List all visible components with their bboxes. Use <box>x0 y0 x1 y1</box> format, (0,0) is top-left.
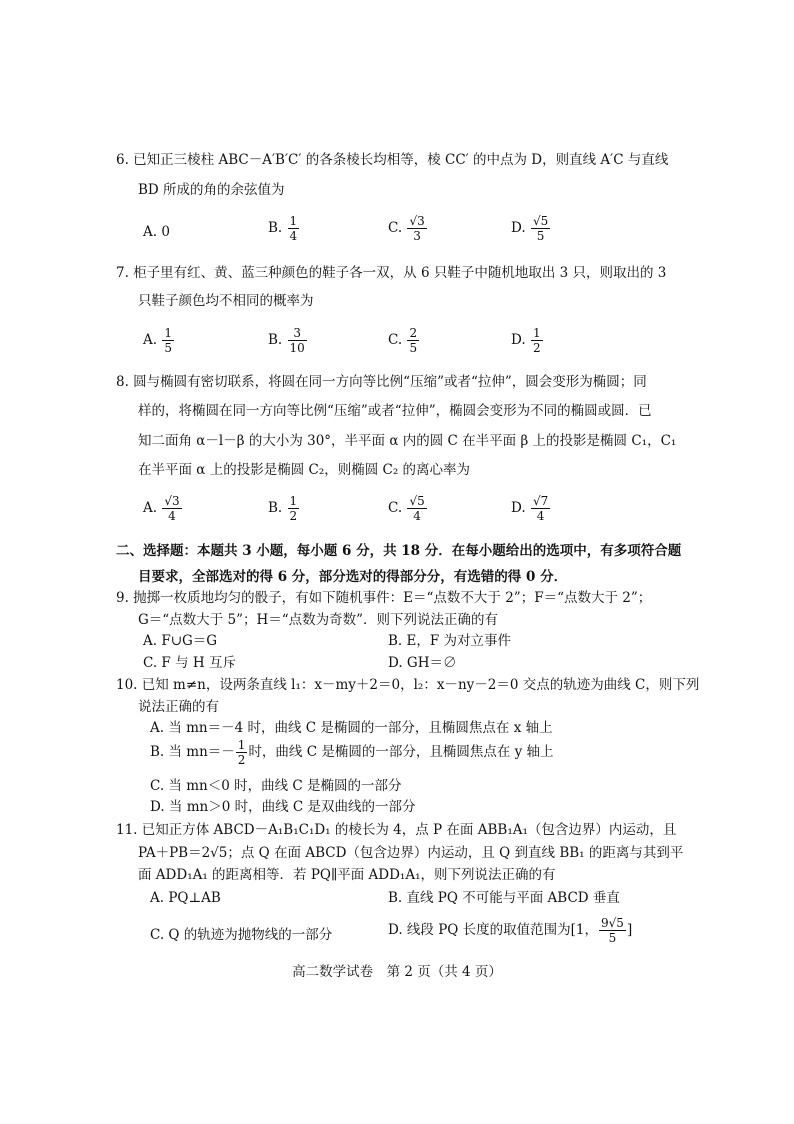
q10-option-a: A. 当 mn＝－4 时，曲线 C 是椭圆的一部分，且椭圆焦点在 x 轴上 <box>150 720 553 736</box>
option-label: D. <box>511 220 526 236</box>
denominator: 4 <box>289 229 298 243</box>
fraction <box>288 214 300 243</box>
fraction <box>162 326 174 355</box>
option-label: C. <box>388 500 403 516</box>
denominator: 2 <box>289 509 298 523</box>
q8-stem-line1: 8. 圆与椭圆有密切联系，将圆在同一方向等比例“压缩”或者“拉伸”，圆会变形为椭圆；同 <box>116 374 647 390</box>
option-b-prefix: B. 当 mn＝－ <box>150 744 235 760</box>
denominator: 5 <box>409 341 418 355</box>
q7-option-d <box>511 326 544 355</box>
numerator: 1 <box>164 326 172 340</box>
denominator: 5 <box>536 229 545 243</box>
numerator: 1 <box>237 738 246 752</box>
denominator: 5 <box>608 931 617 945</box>
section2-instruction-line1: 二、选择题：本题共 3 小题，每小题 6 分，共 18 分．在每小题给出的选项中，有多项符合题 <box>116 543 682 559</box>
option-d-prefix: D. 线段 PQ 长度的取值范围为[1， <box>388 922 599 938</box>
fraction <box>407 214 426 243</box>
q11-option-d <box>388 916 632 945</box>
numerator: 1 <box>289 214 298 228</box>
fraction <box>288 494 300 523</box>
fraction <box>407 494 426 523</box>
q11-option-a: A. PQ⊥AB <box>150 890 221 906</box>
q8-option-d <box>511 494 551 523</box>
q11-option-b: B. 直线 PQ 不可能与平面 ABCD 垂直 <box>388 890 620 906</box>
q11-stem-line2: PA＋PB＝2√5；点 Q 在面 ABCD（包含边界）内运动，且 Q 到直线 BB₁ 的距离与其到平 <box>138 845 684 861</box>
numerator: 9√5 <box>601 916 624 930</box>
denominator: 2 <box>532 341 541 355</box>
numerator: 3 <box>288 326 307 341</box>
q10-stem-line2: 说法正确的有 <box>138 699 219 715</box>
q10-option-d: D. 当 mn＞0 时，曲线 C 是双曲线的一部分 <box>150 799 416 815</box>
fraction <box>162 494 181 523</box>
q8-stem-line3: 知二面角 α－l－β 的大小为 30°，半平面 α 内的圆 C 在半平面 β 上的投影是椭圆 C₁，C₁ <box>138 433 677 449</box>
q8-stem-line2: 样的，将椭圆在同一方向等比例“压缩”或者“拉伸”，椭圆会变形为不同的椭圆或圆．已 <box>138 403 652 419</box>
q6-stem-line1: 6. 已知正三棱柱 ABC－A′B′C′ 的各条棱长均相等，棱 CC′ 的中点为 D，则直线 A′C 与直线 <box>116 152 669 168</box>
denominator: 3 <box>413 229 421 243</box>
option-b-suffix: 时，曲线 C 是椭圆的一部分，且椭圆焦点在 y 轴上 <box>248 744 554 760</box>
fraction <box>599 916 626 945</box>
q7-stem-line1: 7. 柜子里有红、黄、蓝三种颜色的鞋子各一双，从 6 只鞋子中随机地取出 3 只，则取出的 3 <box>116 265 667 281</box>
denominator: 4 <box>413 509 421 523</box>
q10-option-c: C. 当 mn＜0 时，曲线 C 是椭圆的一部分 <box>150 778 402 794</box>
fraction <box>531 214 550 243</box>
denominator: 4 <box>168 509 176 523</box>
fraction <box>236 738 248 767</box>
denominator: 5 <box>164 341 172 355</box>
option-label: A. <box>143 500 158 516</box>
q9-stem-line2: G＝“点数大于 5”；H＝“点数为奇数”．则下列说法正确的有 <box>138 612 499 628</box>
numerator: √5 <box>532 214 549 228</box>
fraction <box>407 326 419 355</box>
q6-option-d <box>511 214 551 243</box>
q6-option-a: A. 0 <box>143 224 170 240</box>
q8-option-c <box>388 494 428 523</box>
q9-option-a: A. F∪G＝G <box>143 633 218 649</box>
numerator: 2 <box>409 326 418 340</box>
q6-option-c <box>388 214 428 243</box>
fraction <box>531 494 550 523</box>
q11-stem-line1: 11. 已知正方体 ABCD－A₁B₁C₁D₁ 的棱长为 4，点 P 在面 ABB₁A₁（包含边界）内运动，且 <box>116 822 677 838</box>
page-footer: 高二数学试卷 第 2 页（共 4 页） <box>292 964 502 980</box>
q8-option-a <box>143 494 183 523</box>
option-label: D. <box>511 500 526 516</box>
option-label: B. <box>268 220 283 236</box>
option-label: A. <box>143 332 158 348</box>
option-label: B. <box>268 500 283 516</box>
fraction <box>531 326 543 355</box>
q7-option-b <box>268 326 308 355</box>
q7-option-c <box>388 326 420 355</box>
denominator: 10 <box>289 341 305 355</box>
q9-option-b: B. E，F 为对立事件 <box>388 633 512 649</box>
q9-stem-line1: 9. 抛掷一枚质地均匀的骰子，有如下随机事件：E＝“点数不大于 2”；F＝“点数大于 2”； <box>116 590 652 606</box>
numerator: √7 <box>532 494 549 508</box>
numerator: √5 <box>409 494 425 508</box>
numerator: 1 <box>289 494 298 508</box>
option-label: C. <box>388 220 403 236</box>
numerator: 1 <box>532 326 541 340</box>
q6-stem-line2: BD 所成的角的余弦值为 <box>138 182 285 198</box>
q10-stem-line1: 10. 已知 m≠n，设两条直线 l₁：x－my＋2＝0，l₂：x－ny－2＝0 交点的轨迹为曲线 C，则下列 <box>116 677 700 693</box>
q9-option-d: D. GH＝∅ <box>388 655 457 671</box>
q11-stem-line3: 面 ADD₁A₁ 的距离相等．若 PQ∥平面 ADD₁A₁，则下列说法正确的有 <box>138 867 556 883</box>
section2-instruction-line2: 目要求，全部选对的得 6 分，部分选对的得部分分，有选错的得 0 分． <box>138 569 568 585</box>
q6-option-b <box>268 214 300 243</box>
q8-option-b <box>268 494 300 523</box>
q7-option-a <box>143 326 175 355</box>
q8-stem-line4: 在半平面 α 上的投影是椭圆 C₂，则椭圆 C₂ 的离心率为 <box>138 462 471 478</box>
denominator: 4 <box>536 509 545 523</box>
fraction <box>288 326 307 355</box>
option-d-suffix: ] <box>626 922 633 938</box>
q7-stem-line2: 只鞋子颜色均不相同的概率为 <box>138 293 314 309</box>
denominator: 2 <box>237 753 246 767</box>
option-label: C. <box>388 332 403 348</box>
q9-option-c: C. F 与 H 互斥 <box>143 655 236 671</box>
numerator: √3 <box>164 494 180 508</box>
option-label: D. <box>511 332 526 348</box>
option-label: B. <box>268 332 283 348</box>
q11-option-c: C. Q 的轨迹为抛物线的一部分 <box>150 927 333 943</box>
numerator: √3 <box>409 214 425 228</box>
q10-option-b <box>150 738 554 767</box>
